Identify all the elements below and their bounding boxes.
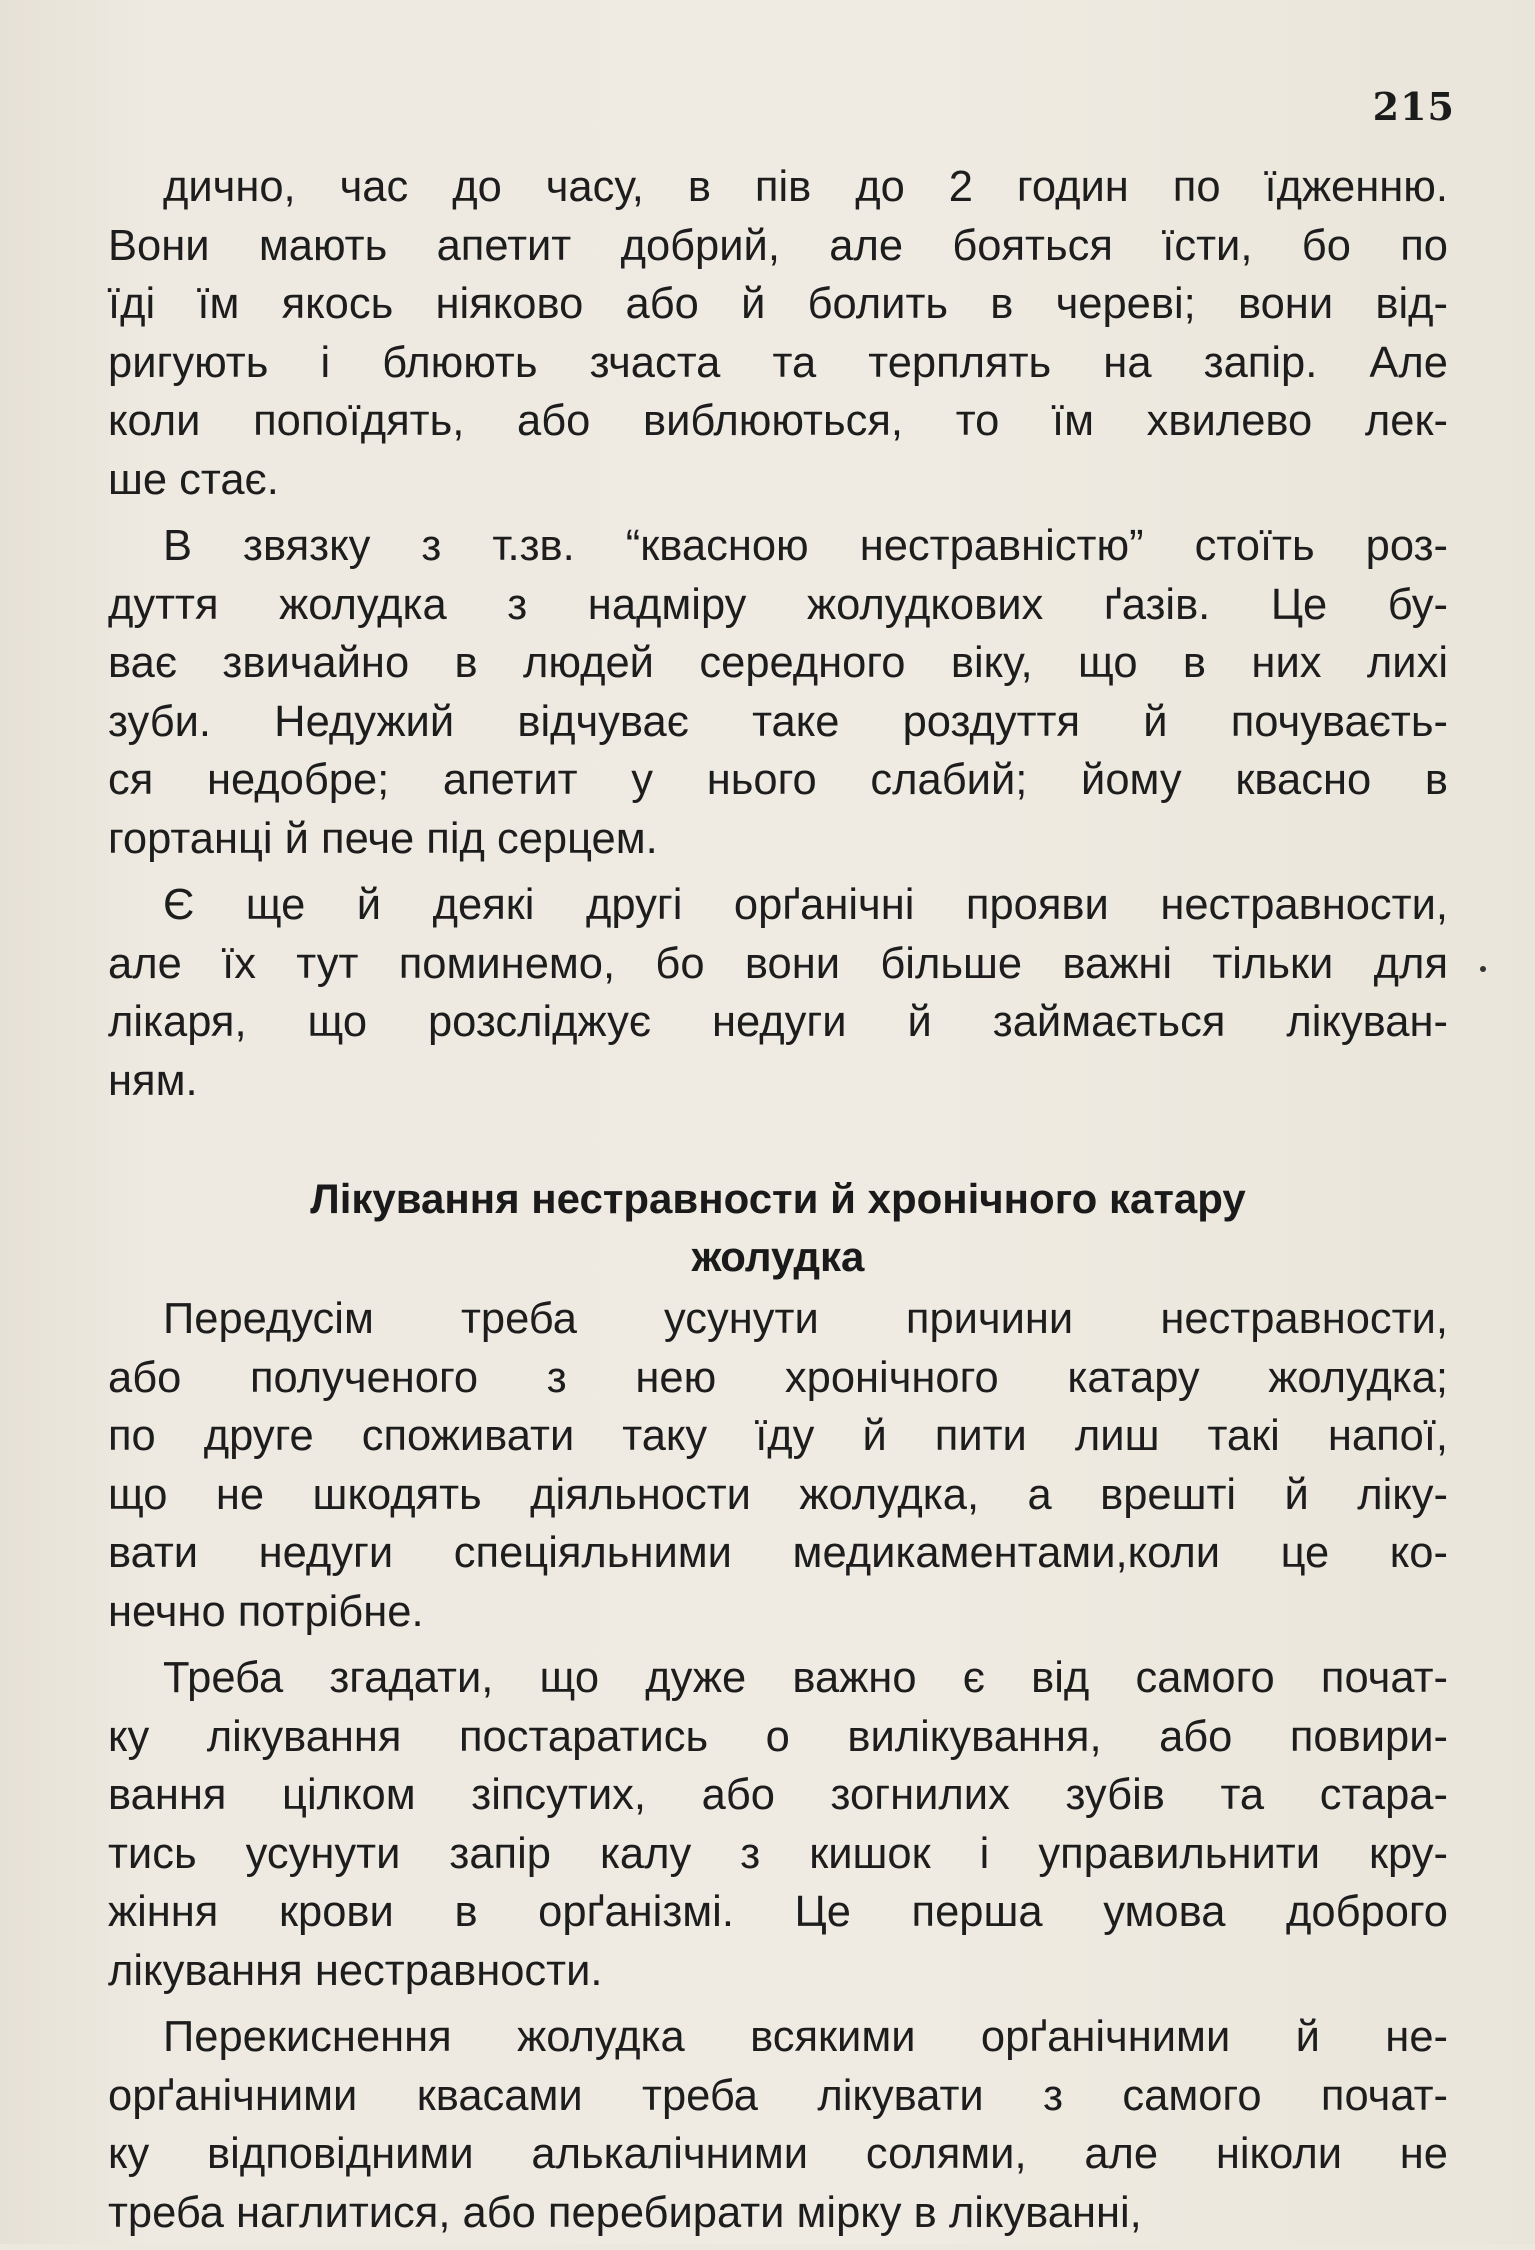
text-line: або полученого з нею хронічного катару жолудка; xyxy=(108,1353,1448,1402)
paragraph xyxy=(108,158,1448,509)
paragraph xyxy=(108,517,1448,868)
bottom-paragraphs xyxy=(108,1290,1448,2242)
text-line: гортанці й пече під серцем. xyxy=(108,814,658,863)
paragraph xyxy=(108,876,1448,1110)
page-body xyxy=(108,158,1448,2250)
text-line: ку відповідними алькалічними солями, але ніколи не xyxy=(108,2130,1448,2178)
text-line: по друге споживати таку їду й пити лиш такі напої, xyxy=(108,1412,1448,1460)
section-heading xyxy=(108,1170,1448,1286)
text-line: Передусім треба усунути причини нестравности, xyxy=(163,1295,1448,1343)
text-line: Перекиснення жолудка всякими орґанічними й не- xyxy=(163,2013,1448,2061)
text-line: орґанічними квасами треба лікувати з самого почат- xyxy=(108,2071,1448,2120)
text-line: лікаря, що розсліджує недуги й займається лікуван- xyxy=(108,998,1448,1046)
text-line: ням. xyxy=(108,1056,198,1105)
text-line: Вони мають апетит добрий, але бояться їсти, бо по xyxy=(108,221,1448,270)
text-line: нечно потрібне. xyxy=(108,1587,424,1636)
text-line: ває звичайно в людей середного віку, що в них лихі xyxy=(108,639,1448,687)
text-line: жіння крови в орґанізмі. Це перша умова доброго xyxy=(108,1888,1448,1936)
text-line: Треба згадати, що дуже важно є від самого почат- xyxy=(163,1654,1448,1702)
text-line: ку лікування постаратись о вилікування, або повири- xyxy=(108,1712,1448,1761)
text-line: тись усунути запір калу з кишок і управильнити кру- xyxy=(108,1829,1448,1878)
text-line: коли попоїдять, або виблюються, то їм хвилево лек- xyxy=(108,397,1448,445)
text-line: В звязку з т.зв. “квасною нестравністю” стоїть роз- xyxy=(163,522,1448,570)
text-line: лікування нестравности. xyxy=(108,1946,603,1995)
section-heading-line-1: Лікування нестравности й хронічного катару xyxy=(310,1175,1246,1222)
text-line: зуби. Недужий відчуває таке роздуття й почуваєть- xyxy=(108,697,1448,746)
paragraph xyxy=(108,1649,1448,2000)
print-speck xyxy=(1480,966,1486,972)
paragraph xyxy=(108,1290,1448,1641)
text-line: але їх тут поминемо, бо вони більше важні тільки для xyxy=(108,939,1448,988)
section-heading-line-2: жолудка xyxy=(691,1233,865,1280)
text-line: треба наглитися, або перебирати мірку в лікуванні, xyxy=(108,2188,1142,2237)
text-line: ся недобре; апетит у нього слабий; йому квасно в xyxy=(108,756,1448,804)
top-paragraphs xyxy=(108,158,1448,1110)
text-line: їді їм якось ніяково або й болить в череві; вони від- xyxy=(108,280,1448,328)
text-line: що не шкодять діяльности жолудка, а врешті й ліку- xyxy=(108,1470,1448,1519)
text-line: вання цілком зіпсутих, або зогнилих зубів та стара- xyxy=(108,1771,1448,1819)
text-line: Є ще й деякі другі орґанічні прояви нестравности, xyxy=(163,881,1448,929)
text-line: ригують і блюють зчаста та терплять на запір. Але xyxy=(108,338,1448,387)
paragraph xyxy=(108,2008,1448,2242)
text-line: дично, час до часу, в пів до 2 годин по їдженню. xyxy=(163,163,1448,211)
text-line: вати недуги спеціяльними медикаментами,коли це ко- xyxy=(108,1529,1448,1577)
page-number: 215 xyxy=(1372,84,1455,129)
text-line: дуття жолудка з надміру жолудкових ґазів. Це бу- xyxy=(108,580,1448,629)
text-line: ше стає. xyxy=(108,455,279,504)
